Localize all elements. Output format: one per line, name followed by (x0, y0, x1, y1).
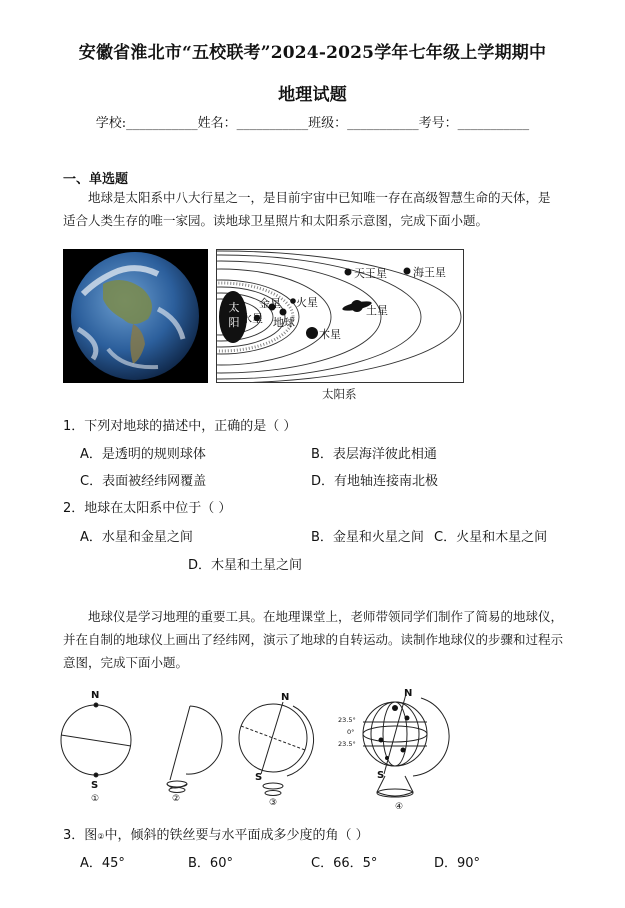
q3-stem-rest: 中，倾斜的铁丝要与水平面成多少度的角（ ） (104, 828, 369, 843)
q2-option-d[interactable]: D．木星和土星之间 (188, 558, 303, 573)
uranus-icon (345, 269, 352, 276)
neptune-label: 海王星 (413, 266, 446, 279)
passage-2-line1: 地球仪是学习地理的重要工具。在地理课堂上，老师带领同学们制作了简易的地球仪， (88, 609, 564, 624)
student-info-line: 学校:___________姓名：___________班级：___________考号：___________ (95, 116, 530, 131)
page-title-line2: 地理试题 (278, 85, 347, 105)
question-3-stem (63, 824, 369, 843)
globe-steps-drawing (55, 688, 455, 812)
section-heading: 一、单选题 (63, 172, 129, 187)
lat-label-equator: 0° (347, 728, 355, 736)
q1-option-b[interactable]: B．表层海洋彼此相通 (311, 447, 437, 462)
step3-north-label: N (281, 692, 290, 703)
q1-option-a[interactable]: A．是透明的规则球体 (80, 447, 206, 462)
lat-label-south: 23.5° (338, 740, 356, 748)
step1-south-label: S (91, 780, 99, 791)
venus-label: 金星 (259, 297, 281, 310)
q3-option-b[interactable]: B．60° (188, 856, 233, 871)
passage-1-line1: 地球是太阳系中八大行星之一，是目前宇宙中已知唯一存在高级智慧生命的天体，是 (88, 190, 551, 205)
mars-label: 火星 (296, 296, 318, 309)
step4-south-label: S (377, 770, 385, 781)
question-1-stem: 1．下列对地球的描述中，正确的是（ ） (63, 419, 297, 434)
earth-label: 地球 (273, 316, 295, 329)
solar-system-caption: 太阳系 (322, 387, 357, 401)
step2-number: ② (172, 794, 181, 804)
earth-globe-image (63, 249, 208, 383)
sun-label-char1: 太 (228, 301, 240, 314)
q2-option-a[interactable]: A．水星和金星之间 (80, 530, 193, 545)
q3-option-c[interactable]: C．66．5° (311, 856, 378, 871)
passage-2-line3: 意图，完成下面小题。 (63, 655, 189, 670)
step4-number: ④ (395, 802, 404, 812)
solar-system-diagram (216, 249, 464, 383)
mars-icon (290, 298, 296, 304)
q2-option-b[interactable]: B．金星和火星之间 (311, 530, 424, 545)
jupiter-label: 木星 (319, 328, 341, 341)
step1-north-label: N (91, 690, 100, 701)
step3-number: ③ (269, 798, 278, 808)
q1-option-d[interactable]: D．有地轴连接南北极 (311, 474, 439, 489)
q3-option-d[interactable]: D．90° (434, 856, 481, 871)
sun-label-char2: 阳 (228, 316, 240, 329)
passage-1 (63, 186, 563, 232)
q3-stem-figure-ref: ② (97, 832, 105, 841)
q1-option-c[interactable]: C．表面被经纬网覆盖 (80, 474, 207, 489)
step3-south-label: S (255, 772, 263, 783)
page-title-line1: 安徽省淮北市“五校联考”2024-2025学年七年级上学期期中 (78, 43, 547, 63)
saturn-label: 土星 (366, 304, 388, 317)
step1-number: ① (91, 794, 100, 804)
passage-1-line2: 适合人类生存的唯一家园。读地球卫星照片和太阳系示意图，完成下面小题。 (63, 213, 489, 228)
q3-stem-start: 3．图 (63, 828, 98, 843)
uranus-label: 天王星 (354, 267, 387, 280)
passage-2-line2: 并在自制的地球仪上画出了经纬网，演示了地球的自转运动。读制作地球仪的步骤和过程示 (63, 632, 564, 647)
question-2-stem: 2．地球在太阳系中位于（ ） (63, 501, 232, 516)
jupiter-icon (306, 327, 318, 339)
q3-option-a[interactable]: A．45° (80, 856, 125, 871)
step4-north-label: N (404, 688, 413, 699)
neptune-icon (404, 268, 411, 275)
lat-label-north: 23.5° (338, 716, 356, 724)
earth-satellite-photo (63, 249, 208, 383)
mercury-label: 水星 (241, 312, 263, 325)
globe-making-figure (55, 688, 455, 812)
q2-option-c[interactable]: C．火星和木星之间 (434, 530, 548, 545)
passage-2 (63, 605, 563, 674)
